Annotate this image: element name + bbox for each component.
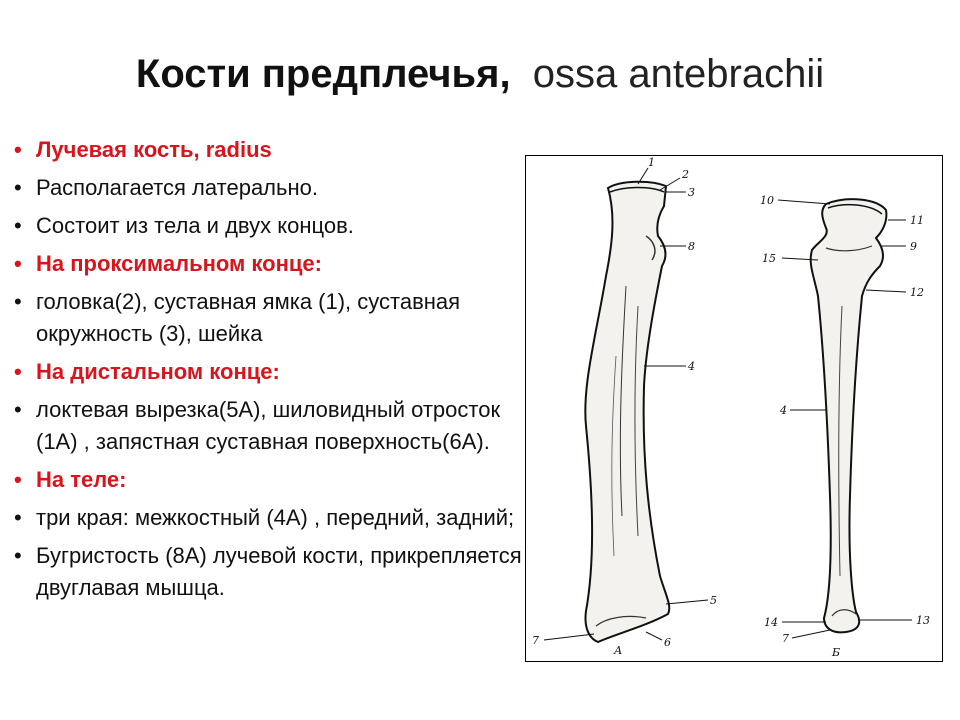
bullet-radius: • Лучевая кость, radius: [14, 134, 534, 166]
label-a-4: 4: [688, 360, 695, 373]
label-a-6: 6: [664, 636, 671, 649]
label-a-1: 1: [648, 156, 655, 169]
label-b-15: 15: [762, 252, 776, 265]
label-b-9: 9: [910, 240, 917, 253]
bullet-position: • Располагается латерально.: [14, 172, 534, 204]
radius-bone-a: [585, 182, 669, 642]
label-a-2: 2: [682, 168, 689, 181]
bullet-proximal-parts: • головка(2), суставная ямка (1), суставная окружность (3), шейка: [14, 286, 534, 350]
label-b-11: 11: [910, 214, 924, 227]
label-a-5: 5: [710, 594, 717, 607]
label-a-8: 8: [688, 240, 695, 253]
title-main: Кости предплечья,: [135, 52, 511, 96]
bullet-body-heading: • На теле:: [14, 464, 534, 496]
bullet-tuberosity: • Бугристость (8А) лучевой кости, прикрепляется двуглавая мышца.: [14, 540, 534, 604]
bullet-structure: • Состоит из тела и двух концов.: [14, 210, 534, 242]
radius-ulna-drawing: [526, 156, 942, 661]
page-title: [0, 52, 960, 97]
bullet-proximal-heading: • На проксимальном конце:: [14, 248, 534, 280]
bullet-distal-parts: • локтевая вырезка(5А), шиловидный отросток (1А) , запястная суставная поверхность(6А).: [14, 394, 534, 458]
label-b-13: 13: [916, 614, 930, 627]
title-latin: ossa antebrachii: [532, 52, 825, 96]
bone-illustration: [525, 155, 943, 662]
label-b-7: 7: [782, 632, 789, 645]
label-b-14: 14: [764, 616, 778, 629]
label-b-caption: Б: [832, 646, 841, 659]
bullet-body-edges: • три края: межкостный (4А) , передний, задний;: [14, 502, 534, 534]
label-a-3: 3: [688, 186, 695, 199]
label-b-4: 4: [780, 404, 787, 417]
label-a-7: 7: [532, 634, 539, 647]
bullet-distal-heading: • На дистальном конце:: [14, 356, 534, 388]
label-a-caption: А: [614, 644, 623, 657]
bullet-list: [14, 134, 534, 610]
label-b-10: 10: [760, 194, 774, 207]
label-b-12: 12: [910, 286, 924, 299]
ulna-bone-b: [811, 199, 887, 632]
